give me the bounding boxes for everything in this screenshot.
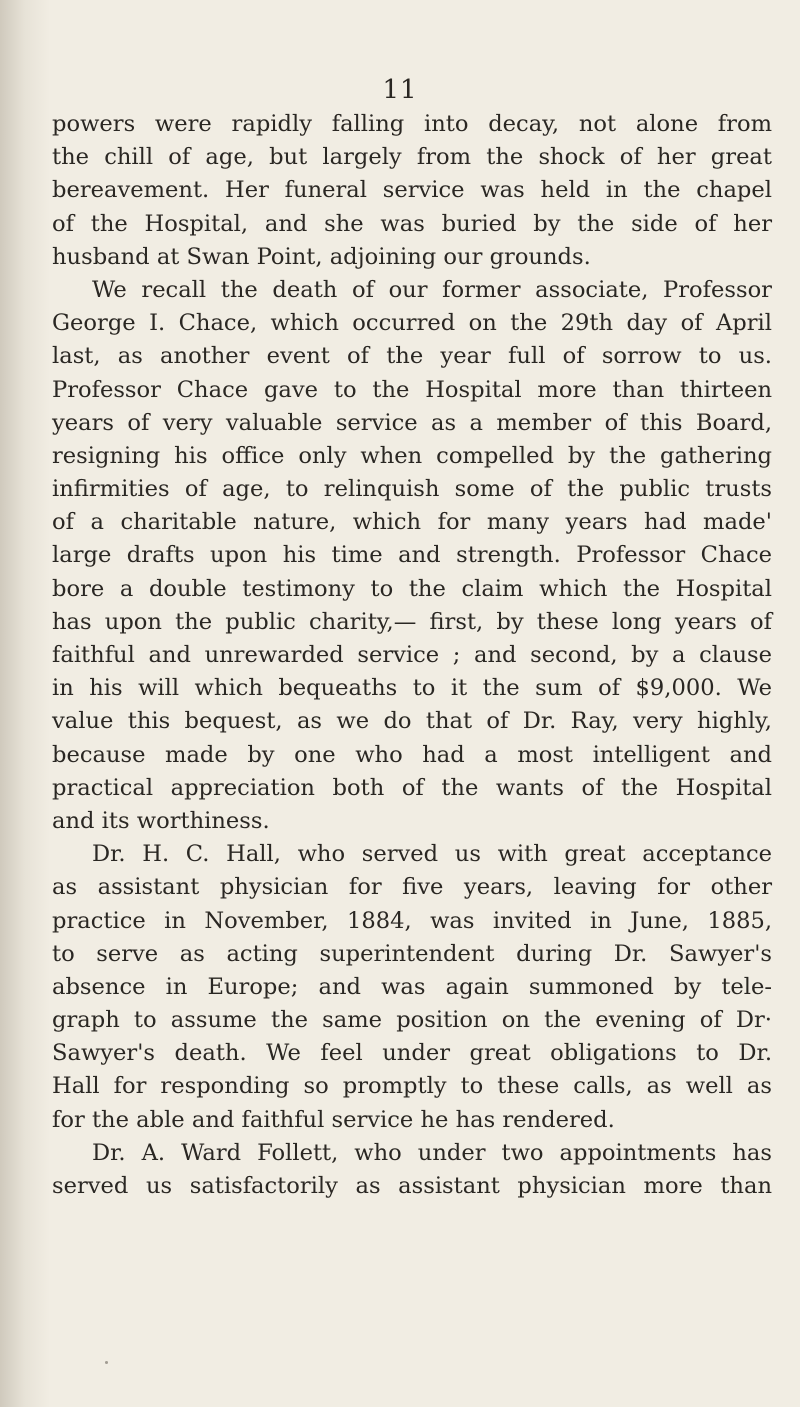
text-line: absence in Europe; and was again summoned by tele- [52, 973, 772, 1000]
text-line: Sawyer's death. We feel under great obligations to Dr. [52, 1040, 772, 1067]
text-line: the chill of age, but largely from the shock of her great [52, 144, 772, 171]
text-line: bereavement. Her funeral service was held in the chapel [52, 177, 772, 204]
text-line: We recall the death of our former associate, Professor [92, 276, 772, 303]
text-line: large drafts upon his time and strength. Professor Chace [52, 542, 772, 569]
text-line: of the Hospital, and she was buried by the side of her [52, 210, 772, 237]
text-line: powers were rapidly falling into decay, not alone from [52, 111, 772, 137]
text-line: served us satisfactorily as assistant physician more than [52, 1173, 772, 1199]
text-line: to serve as acting superintendent during Dr. Sawyer's [52, 940, 772, 967]
ink-speck [105, 1361, 108, 1364]
text-line: because made by one who had a most intelligent and [52, 741, 772, 768]
text-line: in his will which bequeaths to it the sum of $9,000. We [52, 675, 772, 702]
text-line: Dr. A. Ward Follett, who under two appointments has [92, 1139, 772, 1166]
text-line: George I. Chace, which occurred on the 29th day of April [52, 310, 772, 337]
text-line: value this bequest, as we do that of Dr. Ray, very highly, [52, 708, 772, 735]
text-line: Professor Chace gave to the Hospital more than thirteen [52, 376, 772, 403]
text-line: husband at Swan Point, adjoining our grounds. [52, 243, 591, 270]
text-line: bore a double testimony to the claim which the Hospital [52, 575, 772, 602]
text-line: faithful and unrewarded service ; and second, by a clause [52, 642, 772, 668]
text-line: Hall for responding so promptly to these calls, as well as [52, 1073, 772, 1100]
text-line: for the able and faithful service he has rendered. [52, 1106, 615, 1133]
text-line: Dr. H. C. Hall, who served us with great acceptance [92, 841, 772, 868]
page-number: 11 [382, 75, 418, 105]
text-line: has upon the public charity,— first, by these long years of [52, 608, 772, 635]
body-text [52, 108, 772, 1203]
text-line: infirmities of age, to relinquish some of the public trusts [52, 476, 772, 503]
text-line: resigning his office only when compelled by the gathering [52, 442, 772, 469]
text-line: graph to assume the same position on the evening of Dr· [52, 1007, 772, 1034]
text-line: years of very valuable service as a member of this Board, [52, 409, 772, 436]
text-line: of a charitable nature, which for many years had made' [52, 509, 772, 536]
text-line: practice in November, 1884, was invited in June, 1885, [52, 907, 772, 934]
text-line: practical appreciation both of the wants of the Hospital [52, 774, 772, 801]
text-line: and its worthiness. [52, 807, 270, 834]
text-line: as assistant physician for five years, leaving for other [52, 874, 772, 901]
text-line: last, as another event of the year full of sorrow to us. [52, 343, 772, 370]
